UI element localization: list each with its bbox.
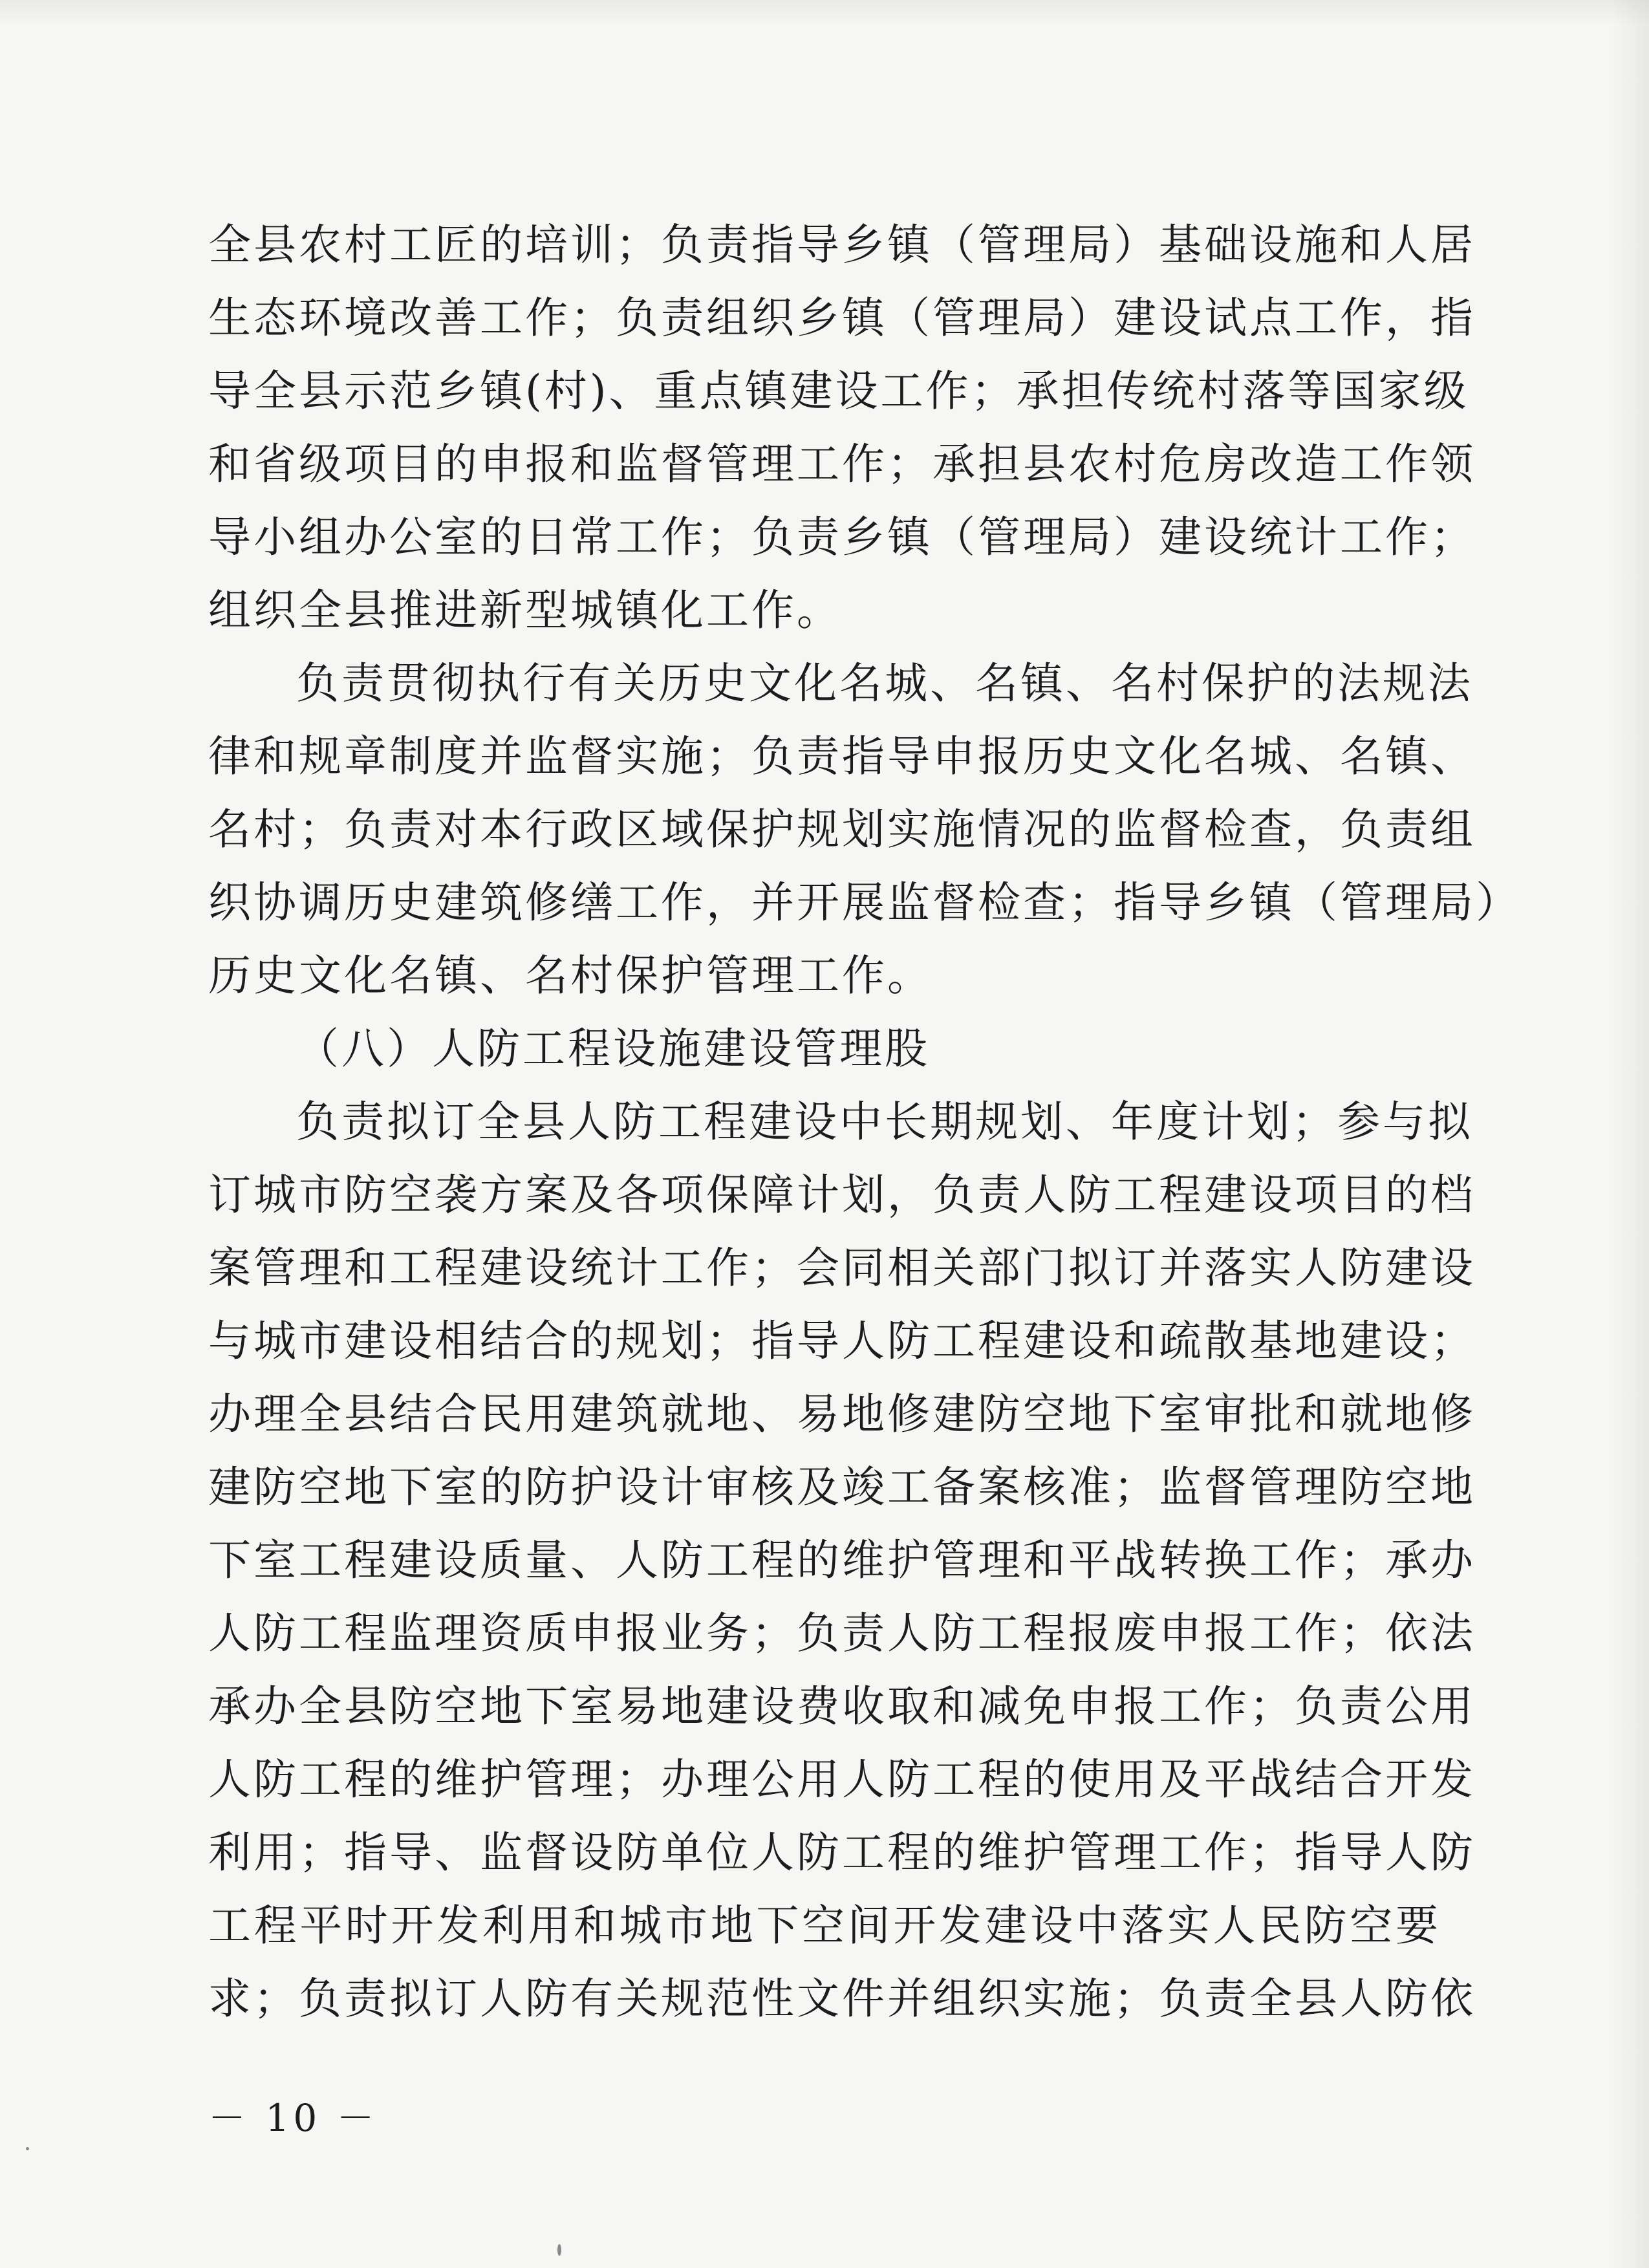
text-line: 下室工程建设质量、人防工程的维护管理和平战转换工作；承办 <box>208 1535 1476 1585</box>
text-line: 负责贯彻执行有关历史文化名城、名镇、名村保护的法规法 <box>296 658 1473 708</box>
text-line: 办理全县结合民用建筑就地、易地修建防空地下室审批和就地修 <box>208 1389 1476 1439</box>
paragraph <box>208 1012 1441 1085</box>
text-line: 承办全县防空地下室易地建设费收取和减免申报工作；负责公用 <box>208 1681 1476 1731</box>
text-line: 和省级项目的申报和监督管理工作；承担县农村危房改造工作领 <box>208 439 1476 489</box>
paragraph <box>208 208 1476 647</box>
scan-shade-top <box>0 0 1649 26</box>
paragraph <box>208 1085 1476 2035</box>
text-line: （八）人防工程设施建设管理股 <box>296 1024 930 1074</box>
scan-shade-right <box>1610 0 1649 2268</box>
scan-speck <box>26 2147 29 2150</box>
text-line: 织协调历史建筑修缮工作，并开展监督检查；指导乡镇（管理局） <box>208 878 1521 927</box>
text-line: 生态环境改善工作；负责组织乡镇（管理局）建设试点工作，指 <box>208 293 1476 343</box>
text-line: 利用；指导、监督设防单位人防工程的维护管理工作；指导人防 <box>208 1828 1476 1877</box>
text-line: 案管理和工程建设统计工作；会同相关部门拟订并落实人防建设 <box>208 1243 1476 1293</box>
text-line: 律和规章制度并监督实施；负责指导申报历史文化名城、名镇、 <box>208 731 1476 781</box>
page-number: － 10 － <box>208 2096 378 2140</box>
document-body <box>208 208 1521 2035</box>
text-line: 名村；负责对本行政区域保护规划实施情况的监督检查，负责组 <box>208 805 1476 854</box>
text-line: 负责拟订全县人防工程建设中长期规划、年度计划；参与拟 <box>296 1097 1473 1147</box>
text-line: 建防空地下室的防护设计审核及竣工备案核准；监督管理防空地 <box>208 1462 1476 1512</box>
text-line: 历史文化名镇、名村保护管理工作。 <box>208 951 932 1000</box>
text-line: 导小组办公室的日常工作；负责乡镇（管理局）建设统计工作； <box>208 512 1476 562</box>
scan-speck <box>557 2244 561 2256</box>
paragraph <box>208 647 1521 1012</box>
text-line: 导全县示范乡镇(村)、重点镇建设工作；承担传统村落等国家级 <box>208 366 1469 416</box>
text-line: 工程平时开发利用和城市地下空间开发建设中落实人民防空要 <box>208 1901 1441 1950</box>
text-line: 与城市建设相结合的规划；指导人防工程建设和疏散基地建设； <box>208 1316 1476 1366</box>
text-line: 求；负责拟订人防有关规范性文件并组织实施；负责全县人防依 <box>208 1974 1476 2024</box>
text-line: 订城市防空袭方案及各项保障计划，负责人防工程建设项目的档 <box>208 1170 1476 1220</box>
text-line: 人防工程的维护管理；办理公用人防工程的使用及平战结合开发 <box>208 1755 1476 1804</box>
text-line: 全县农村工匠的培训；负责指导乡镇（管理局）基础设施和人居 <box>208 220 1476 270</box>
text-line: 组织全县推进新型城镇化工作。 <box>208 585 842 635</box>
text-line: 人防工程监理资质申报业务；负责人防工程报废申报工作；依法 <box>208 1608 1476 1658</box>
